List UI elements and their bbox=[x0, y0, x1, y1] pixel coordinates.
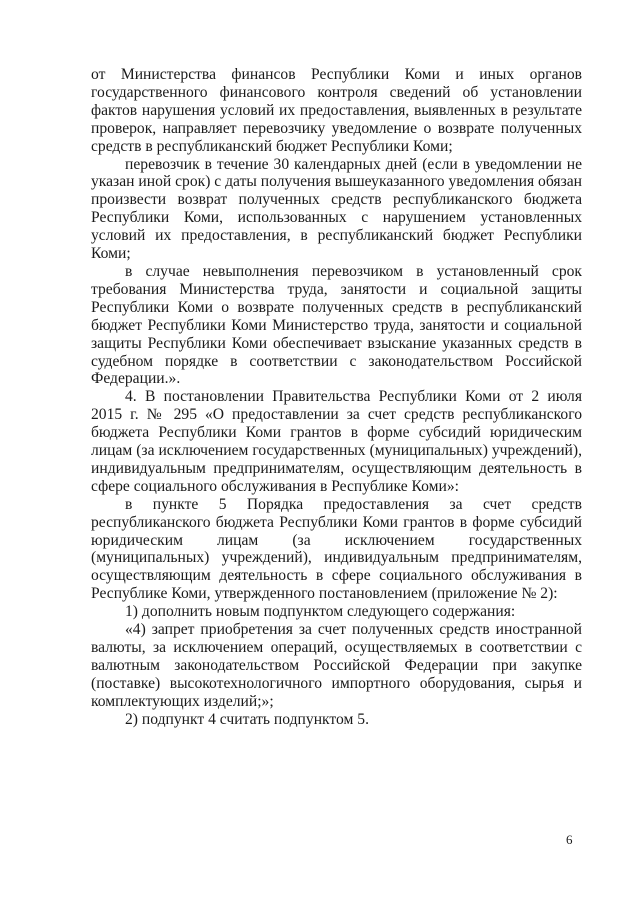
page-number: 6 bbox=[566, 832, 573, 847]
paragraph-3: в случае невыполнения перевозчиком в установленный срок требования Министерства труда, занятости и социальной защиты Республики Коми о возврате полученных средств в республиканский бюджет Республики Коми Министерство труда, занятости и социальной защиты Республики Коми обеспечивает взыскание указанных средств в судебном порядке в соответствии с законодательством Российской Федерации.». bbox=[91, 262, 582, 388]
paragraph-4: 4. В постановлении Правительства Республики Коми от 2 июля 2015 г. № 295 «О предоставлении за счет средств республиканского бюджета Республики Коми грантов в форме субсидий юридическим лицам (за исключением государственных (муниципальных) учреждений), индивидуальным предпринимателям, осуществляющим деятельность в сфере социального обслуживания в Республике Коми»: bbox=[91, 388, 582, 495]
paragraph-1: от Министерства финансов Республики Коми и иных органов государственного финансового контроля сведений об установлении фактов нарушения условий их предоставления, выявленных в результате проверок, направляет перевозчику уведомление о возврате полученных средств в республиканский бюджет Республики Коми; bbox=[91, 66, 582, 155]
paragraph-5: в пункте 5 Порядка предоставления за счет средств республиканского бюджета Республики Коми грантов в форме субсидий юридическим лицам (за исключением государственных (муниципальных) учреждений), индивидуальным предпринимателям, осуществляющим деятельность в сфере социального обслуживания в Республике Коми, утвержденного постановлением (приложение № 2): bbox=[91, 495, 582, 603]
paragraph-2: перевозчик в течение 30 календарных дней (если в уведомлении не указан иной срок) с даты получения вышеуказанного уведомления обязан произвести возврат полученных средств республиканского бюджета Республики Коми, использованных с нарушением установленных условий их предоставления, в республиканский бюджет Республики Коми; bbox=[91, 155, 582, 263]
paragraph-7: «4) запрет приобретения за счет полученных средств иностранной валюты, за исключением операций, осуществляемых в соответствии с валютным законодательством Российской Федерации при закупке (поставке) высокотехнологичного импортного оборудования, сырья и комплектующих изделий;»; bbox=[91, 621, 582, 710]
document-body bbox=[91, 66, 582, 729]
paragraph-8: 2) подпункт 4 считать подпунктом 5. bbox=[125, 710, 369, 728]
paragraph-6: 1) дополнить новым подпунктом следующего содержания: bbox=[125, 603, 516, 621]
